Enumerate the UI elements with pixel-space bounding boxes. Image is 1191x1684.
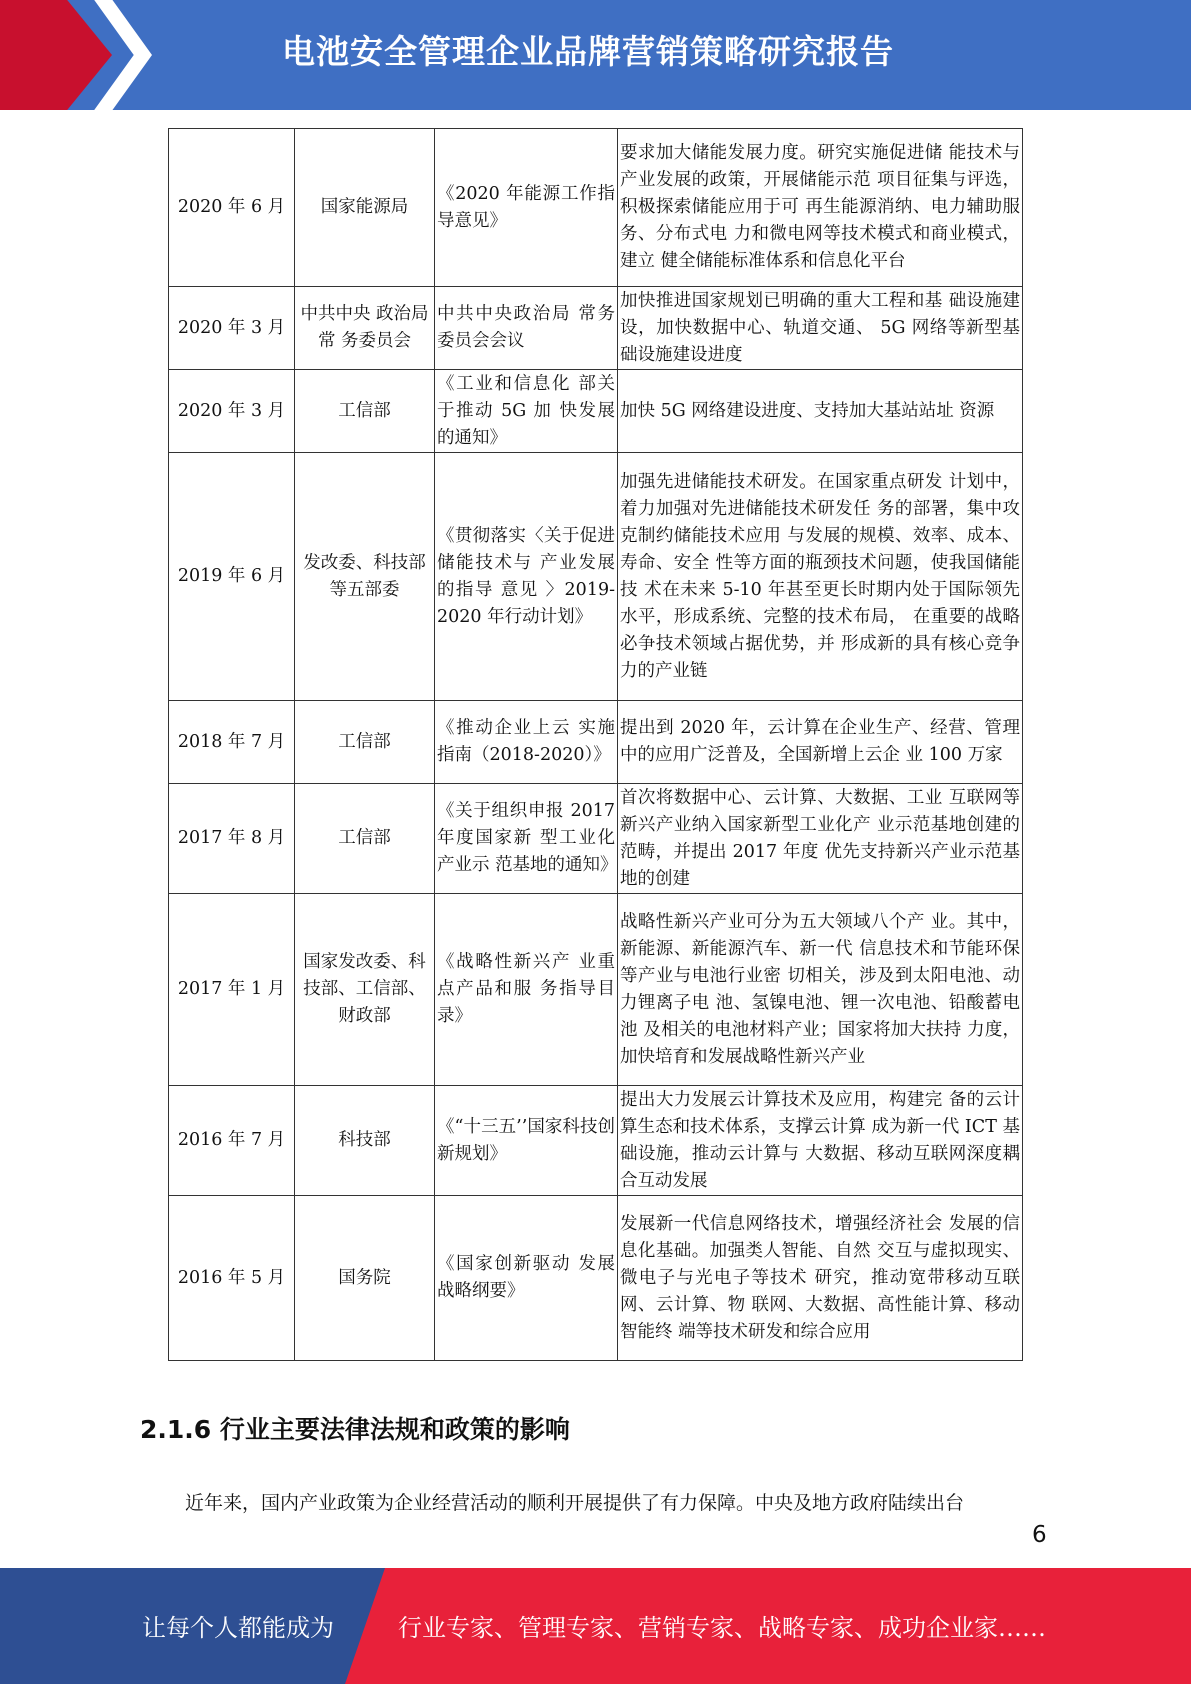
cell-document: 中共中央政治局 常务委员会会议 <box>435 287 618 370</box>
cell-date: 2016 年 7 月 <box>169 1086 295 1196</box>
section-heading: 2.1.6 行业主要法律法规和政策的影响 <box>140 1415 570 1444</box>
page-footer <box>0 1568 1191 1684</box>
cell-date: 2020 年 3 月 <box>169 287 295 370</box>
footer-slogan-right: 行业专家、管理专家、营销专家、战略专家、成功企业家…… <box>398 1614 1046 1642</box>
table-row <box>169 453 1023 701</box>
cell-agency: 国务院 <box>295 1196 435 1361</box>
cell-content: 加强先进储能技术研发。在国家重点研发 计划中，着力加强对先进储能技术研发任 务的部署，集中攻克制约储能技术应用 与发展的规模、效率、成本、寿命、安全 性等方面的瓶颈技术问题，使我国储能技 术在未来 5-10 年甚至更长时期内处于国际领先水平，形成系统、完整的技术布局， 在重要的战略必争技术领域占据优势，并 形成新的具有核心竞争力的产业链 <box>618 453 1023 701</box>
table-row <box>169 894 1023 1086</box>
cell-date: 2016 年 5 月 <box>169 1196 295 1361</box>
cell-date: 2020 年 6 月 <box>169 129 295 287</box>
table-row <box>169 1086 1023 1196</box>
cell-agency: 国家能源局 <box>295 129 435 287</box>
footer-slogan-left: 让每个人都能成为 <box>142 1614 334 1642</box>
cell-document: 《推动企业上云 实施指南（2018-2020）》 <box>435 701 618 784</box>
cell-content: 加快 5G 网络建设进度、支持加大基站站址 资源 <box>618 370 1023 453</box>
policy-table <box>168 128 1023 1361</box>
cell-agency: 国家发改委、科技部、工信部、财政部 <box>295 894 435 1086</box>
cell-content: 发展新一代信息网络技术，增强经济社会 发展的信息化基础。加强类人智能、自然 交互与虚拟现实、微电子与光电子等技术 研究，推动宽带移动互联网、云计算、物 联网、大数据、高性能计算、移动智能终 端等技术研发和综合应用 <box>618 1196 1023 1361</box>
cell-document: 《2020 年能源工作指导意见》 <box>435 129 618 287</box>
cell-content: 提出大力发展云计算技术及应用，构建完 备的云计算生态和技术体系，支撑云计算 成为新一代 ICT 基础设施，推动云计算与 大数据、移动互联网深度耦合互动发展 <box>618 1086 1023 1196</box>
cell-document: 《关于组织申报 2017 年度国家新 型工业化产业示 范基地的通知》 <box>435 784 618 894</box>
cell-content: 战略性新兴产业可分为五大领域八个产 业。其中，新能源、新能源汽车、新一代 信息技术和节能环保等产业与电池行业密 切相关，涉及到太阳电池、动力锂离子电 池、氢镍电池、锂一次电池、铅酸蓄电池 及相关的电池材料产业；国家将加大扶持 力度，加快培育和发展战略性新兴产业 <box>618 894 1023 1086</box>
cell-agency: 工信部 <box>295 784 435 894</box>
cell-content: 首次将数据中心、云计算、大数据、工业 互联网等新兴产业纳入国家新型工业化产 业示范基地创建的范畴，并提出 2017 年度 优先支持新兴产业示范基地的创建 <box>618 784 1023 894</box>
page-number: 6 <box>1032 1522 1047 1548</box>
cell-agency: 工信部 <box>295 701 435 784</box>
cell-agency: 工信部 <box>295 370 435 453</box>
cell-date: 2017 年 8 月 <box>169 784 295 894</box>
cell-document: 《贯彻落实〈关于促进储能技术与 产业发展的指导 意见 〉2019-2020 年行动计划》 <box>435 453 618 701</box>
table-row <box>169 1196 1023 1361</box>
table-row <box>169 287 1023 370</box>
body-paragraph: 近年来，国内产业政策为企业经营活动的顺利开展提供了有力保障。中央及地方政府陆续出台 <box>185 1492 965 1514</box>
cell-document: 《国家创新驱动 发展战略纲要》 <box>435 1196 618 1361</box>
cell-document: 《工业和信息化 部关于推动 5G 加 快发展的通知》 <box>435 370 618 453</box>
cell-agency: 发改委、科技部等五部委 <box>295 453 435 701</box>
cell-date: 2020 年 3 月 <box>169 370 295 453</box>
cell-document: 《“十三五’’国家科技创新规划》 <box>435 1086 618 1196</box>
cell-date: 2017 年 1 月 <box>169 894 295 1086</box>
cell-agency: 科技部 <box>295 1086 435 1196</box>
table-row <box>169 701 1023 784</box>
report-title: 电池安全管理企业品牌营销策略研究报告 <box>282 32 894 71</box>
cell-content: 加快推进国家规划已明确的重大工程和基 础设施建设，加快数据中心、轨道交通、 5G 网络等新型基础设施建设进度 <box>618 287 1023 370</box>
table-row <box>169 784 1023 894</box>
cell-document: 《战略性新兴产 业重点产品和服 务指导目录》 <box>435 894 618 1086</box>
cell-content: 要求加大储能发展力度。研究实施促进储 能技术与产业发展的政策，开展储能示范 项目征集与评选，积极探索储能应用于可 再生能源消纳、电力辅助服务、分布式电 力和微电网等技术模式和商业模式，建立 健全储能标准体系和信息化平台 <box>618 129 1023 287</box>
table-row <box>169 129 1023 287</box>
table-row <box>169 370 1023 453</box>
header-red-arrow <box>0 0 112 110</box>
cell-content: 提出到 2020 年，云计算在企业生产、经营、管理中的应用广泛普及，全国新增上云企 业 100 万家 <box>618 701 1023 784</box>
cell-date: 2019 年 6 月 <box>169 453 295 701</box>
cell-agency: 中共中央 政治局常 务委员会 <box>295 287 435 370</box>
page-header <box>0 0 1191 110</box>
cell-date: 2018 年 7 月 <box>169 701 295 784</box>
